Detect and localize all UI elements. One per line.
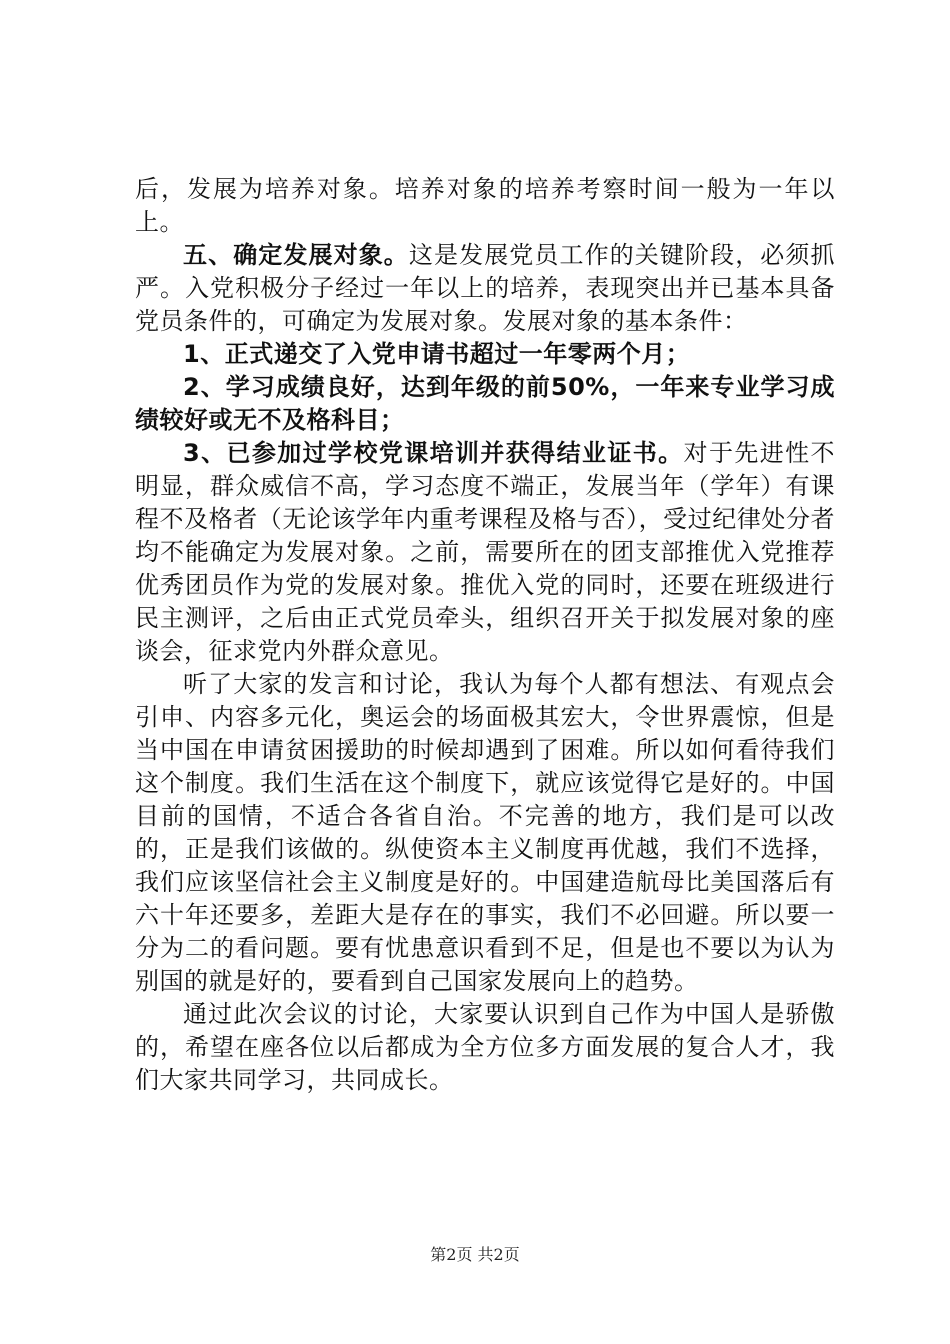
condition-text: 3、已参加过学校党课培训并获得结业证书。	[183, 439, 684, 467]
paragraph-text: 对于先进性不明显，群众威信不高，学习态度不端正，发展当年（学年）有课程不及格者（无论该学年内重考课程及格与否），受过纪律处分者均不能确定为发展对象。之前，需要所在的团支部推优入党推荐优秀团员作为党的发展对象。推优入党的同时，还要在班级进行民主测评，之后由正式党员牵头，组织召开关于拟发展对象的座谈会，征求党内外群众意见。	[135, 439, 836, 665]
paragraph-continuation	[135, 173, 835, 239]
condition-text: 2、学习成绩良好，达到年级的前50%，一年来专业学习成绩较好或无不及格科目；	[135, 373, 835, 434]
condition-item-3	[135, 437, 835, 668]
paragraph-section-five	[135, 239, 835, 338]
paragraph-conclusion	[135, 998, 835, 1097]
paragraph-text: 后，发展为培养对象。培养对象的培养考察时间一般为一年以上。	[135, 175, 835, 236]
paragraph-text: 这是发展党员工作的关键阶段，必须抓严。入党积极分子经过一年以上的培养，表现突出并已基本具备党员条件的，可确定为发展对象。发展对象的基本条件：	[135, 241, 836, 335]
condition-text: 1、正式递交了入党申请书超过一年零两个月；	[183, 340, 691, 368]
paragraph-text: 通过此次会议的讨论，大家要认识到自己作为中国人是骄傲的，希望在座各位以后都成为全方位多方面发展的复合人才，我们大家共同学习，共同成长。	[135, 1000, 835, 1094]
page-footer	[0, 1242, 950, 1265]
document-body	[135, 173, 835, 1097]
section-heading: 五、确定发展对象。	[183, 241, 409, 269]
condition-item-2	[135, 371, 835, 437]
condition-item-1	[135, 338, 835, 371]
page-number-label: 第2页 共2页	[430, 1245, 520, 1264]
paragraph-discussion	[135, 668, 835, 998]
paragraph-text: 听了大家的发言和讨论，我认为每个人都有想法、有观点会引申、内容多元化，奥运会的场面极其宏大，令世界震惊，但是当中国在申请贫困援助的时候却遇到了困难。所以如何看待我们这个制度。我们生活在这个制度下，就应该觉得它是好的。中国目前的国情，不适合各省自治。不完善的地方，我们是可以改的，正是我们该做的。纵使资本主义制度再优越，我们不选择，我们应该坚信社会主义制度是好的。中国建造航母比美国落后有六十年还要多，差距大是存在的事实，我们不必回避。所以要一分为二的看问题。要有忧患意识看到不足，但是也不要以为认为别国的就是好的，要看到自己国家发展向上的趋势。	[135, 670, 835, 995]
